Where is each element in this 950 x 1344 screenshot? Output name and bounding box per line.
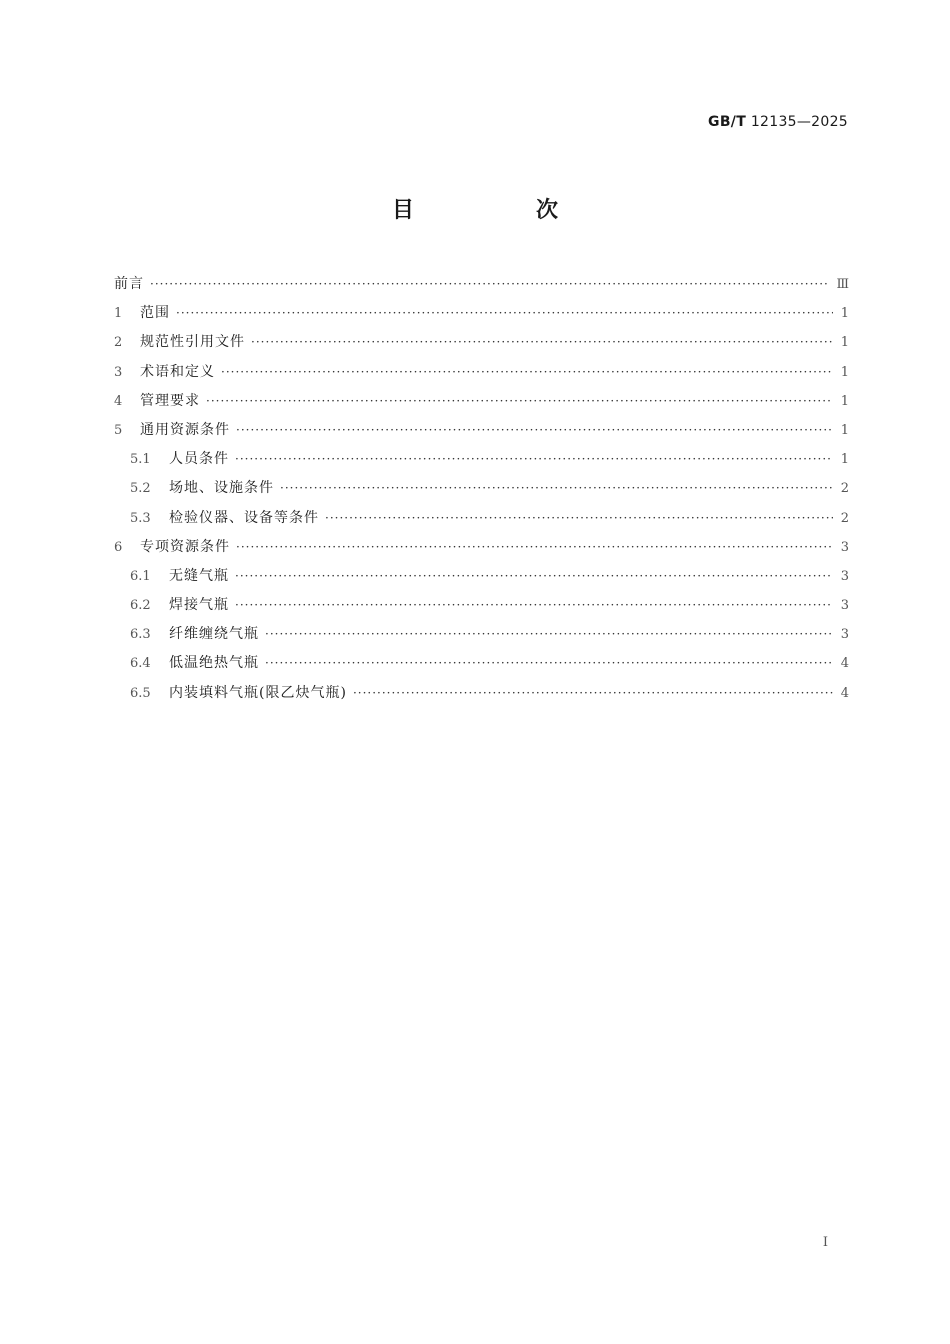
toc-entry-label: 管理要求 bbox=[140, 392, 200, 409]
toc-entry[interactable] bbox=[114, 620, 849, 649]
toc-entry[interactable] bbox=[114, 387, 849, 416]
toc-entry-number: 1 bbox=[114, 306, 123, 322]
toc-entry-page: 2 bbox=[840, 481, 849, 497]
toc-entry-label: 范围 bbox=[140, 305, 170, 322]
toc-leader-dots bbox=[235, 445, 833, 474]
toc-leader-dots bbox=[265, 620, 833, 649]
toc-entry-page: 3 bbox=[840, 539, 849, 555]
toc-leader-dots bbox=[265, 649, 833, 678]
toc-entry-label: 场地、设施条件 bbox=[169, 480, 274, 497]
toc-entry-label: 规范性引用文件 bbox=[140, 334, 245, 351]
toc-leader-dots bbox=[206, 387, 833, 416]
toc-entry-label: 通用资源条件 bbox=[140, 421, 230, 438]
toc-entry[interactable] bbox=[114, 445, 849, 474]
toc-entry[interactable] bbox=[114, 562, 849, 591]
toc-entry[interactable] bbox=[114, 474, 849, 503]
toc-entry[interactable] bbox=[114, 679, 849, 708]
toc-entry-page: 3 bbox=[840, 568, 849, 584]
toc-entry-label: 焊接气瓶 bbox=[169, 597, 229, 614]
toc-entry-number: 3 bbox=[114, 364, 123, 380]
toc-entry[interactable] bbox=[114, 358, 849, 387]
toc-entry-label: 前言 bbox=[114, 276, 144, 292]
toc-entry-number: 4 bbox=[114, 393, 123, 409]
toc-entry-number: 6.4 bbox=[130, 656, 151, 672]
toc-entry-page: 1 bbox=[840, 335, 849, 351]
toc-entry[interactable] bbox=[114, 270, 849, 299]
toc-entry-label: 检验仪器、设备等条件 bbox=[169, 509, 319, 526]
toc-entry[interactable] bbox=[114, 299, 849, 328]
standard-prefix: GB/T bbox=[708, 114, 747, 130]
toc-entry-label: 纤维缠绕气瓶 bbox=[169, 626, 259, 643]
toc-entry-label: 无缝气瓶 bbox=[169, 567, 229, 584]
toc-entry-page: 1 bbox=[840, 364, 849, 380]
toc-leader-dots bbox=[236, 416, 833, 445]
toc-entry-label: 术语和定义 bbox=[140, 363, 215, 380]
toc-entry-page: 1 bbox=[840, 452, 849, 468]
toc-entry-page: 3 bbox=[840, 627, 849, 643]
toc-entry-label: 人员条件 bbox=[169, 451, 229, 468]
toc-entry[interactable] bbox=[114, 328, 849, 357]
standard-code: 12135—2025 bbox=[750, 114, 848, 130]
toc-entry-label: 低温绝热气瓶 bbox=[169, 655, 259, 672]
toc-leader-dots bbox=[251, 328, 833, 357]
toc-leader-dots bbox=[236, 533, 833, 562]
page-number: I bbox=[822, 1235, 828, 1250]
toc-entry-label: 专项资源条件 bbox=[140, 538, 230, 555]
toc-entry-number: 6.3 bbox=[130, 627, 151, 643]
toc-leader-dots bbox=[150, 270, 830, 299]
toc-entry-number: 6 bbox=[114, 539, 123, 555]
toc-entry-page: 2 bbox=[840, 510, 849, 526]
standard-number bbox=[708, 114, 848, 130]
toc-leader-dots bbox=[353, 679, 833, 708]
toc-entry-page: 4 bbox=[840, 685, 849, 701]
toc-leader-dots bbox=[235, 562, 833, 591]
toc-entry-number: 5.1 bbox=[130, 452, 151, 468]
toc-entry-number: 5.3 bbox=[130, 510, 151, 526]
toc-leader-dots bbox=[221, 358, 833, 387]
toc-entry-label: 内装填料气瓶(限乙炔气瓶) bbox=[169, 684, 347, 701]
toc-entry-number: 5.2 bbox=[130, 481, 151, 497]
toc-entry[interactable] bbox=[114, 533, 849, 562]
toc-leader-dots bbox=[325, 504, 833, 533]
toc-entry-page: 1 bbox=[840, 422, 849, 438]
toc-entry-page: 3 bbox=[840, 598, 849, 614]
toc-entry-page: Ⅲ bbox=[836, 277, 849, 292]
table-of-contents bbox=[114, 270, 849, 708]
toc-entry[interactable] bbox=[114, 591, 849, 620]
toc-entry-page: 4 bbox=[840, 656, 849, 672]
toc-entry-number: 2 bbox=[114, 335, 123, 351]
toc-leader-dots bbox=[235, 591, 833, 620]
toc-entry[interactable] bbox=[114, 504, 849, 533]
toc-leader-dots bbox=[280, 474, 833, 503]
toc-entry[interactable] bbox=[114, 649, 849, 678]
toc-entry[interactable] bbox=[114, 416, 849, 445]
toc-entry-number: 6.1 bbox=[130, 568, 151, 584]
toc-entry-number: 6.2 bbox=[130, 598, 151, 614]
page-title: 目 次 bbox=[391, 198, 608, 223]
toc-entry-number: 6.5 bbox=[130, 685, 151, 701]
toc-entry-page: 1 bbox=[840, 393, 849, 409]
toc-leader-dots bbox=[176, 299, 833, 328]
toc-entry-page: 1 bbox=[840, 306, 849, 322]
toc-entry-number: 5 bbox=[114, 422, 123, 438]
